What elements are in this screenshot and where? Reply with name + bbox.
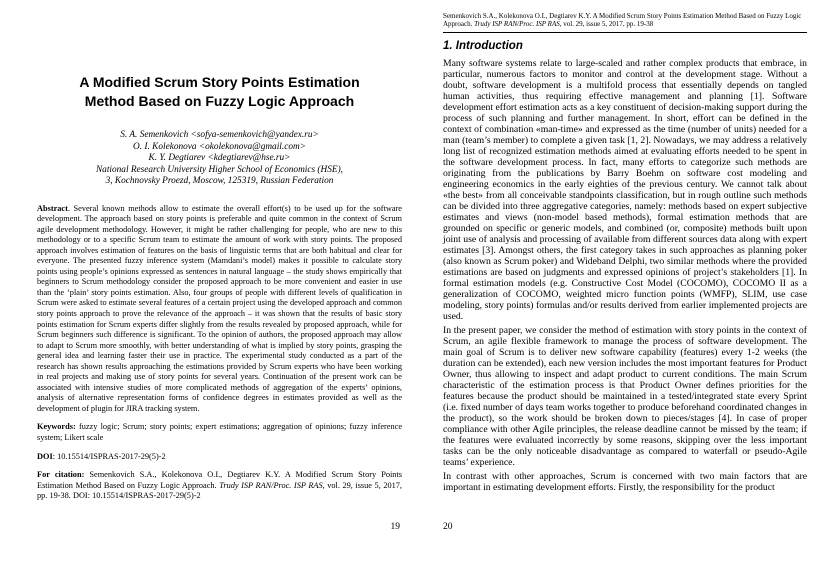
citation-paragraph: [37, 470, 402, 502]
paper-title: [37, 73, 402, 110]
doi-text: : 10.15514/ISPRAS-2017-29(5)-2: [52, 451, 166, 461]
abstract-label: Abstract: [37, 203, 68, 213]
doi-label: DOI: [37, 451, 53, 461]
citation-text-1: Semenkovich S.A., Kolekonova O.I., Degtiarev K.Y. A Modified Scrum Story Points Estimation Method Based on Fuzzy Logic Approach.: [37, 470, 402, 490]
page-right: [443, 0, 807, 580]
citation-text-2: , vol. 29, issue 5, 2017, pp. 19-38. DOI: 10.15514/ISPRAS-2017-29(5)-2: [37, 480, 402, 501]
keywords-paragraph: [37, 422, 402, 443]
abstract-paragraph: [37, 204, 402, 415]
citation-label: For citation:: [37, 470, 85, 480]
doi-paragraph: [37, 452, 402, 463]
paper-title-line2: Method Based on Fuzzy Logic Approach: [84, 92, 355, 109]
page-number-right: 20: [443, 522, 453, 532]
running-header-text-1: Semenkovich S.A., Kolekonova O.I., Degtiarev K.Y. A Modified Scrum Story Points Estimation Method Based on Fuzzy Logic Approach.: [443, 12, 802, 28]
body-paragraph-3: In contrast with other approaches, Scrum is concerned with two main factors that are important in estimating development efforts. Firstly, the responsibility for the product: [443, 470, 807, 493]
body-paragraph-1: Many software systems relate to large-scaled and rather complex products that embrace, in particular, numerous factors to monitor and control at the development stage. Without a doubt, software development is a multifold process that essentially depends on tangled human activities, thus requiring effective management and planning [1]. Software development effort estimation acts as a key constituent of decision-making support during the process of such planning and further management. In short, effort can be defined in the context of combination «man-time» and expressed as the time (number of units) needed for a man (team’s member) to complete a given task [1, 2]. Nowadays, we may address a relatively long list of recognized estimation methods aimed at evaluating efforts needed to be spent in the software development process. In fact, many efforts to categorize such methods are originating from the publications by Barry Boehm on software cost modeling and engineering economics in the early eighties of the previous century. We cannot talk about «the best» from all conceivable standpoints classification, but in rough outline such methods can be divided into three aggregative categories, namely: methods based on expert subjective estimates and views (non-model based methods), formal estimation methods that are grounded on specific or generic models, and combined (or, composite) methods built upon joint use of analysis and processing of available from different sources data along with expert estimates [3]. Amongst others, the first category takes in such approaches as planning poker (also known as Scrum poker) and Wideband Delphi, two similar methods where the provided estimations are based on judgments and expressed opinions of project’s stakeholders [1]. In formal estimation models (e.g. Constructive Cost Model (COCOMO), COCOMO II as a generalization of COCOMO, weighted micro function points (WMFP), SLIM, use case modeling, story points) formulas and/or results derived from earlier implemented projects are used.: [443, 57, 807, 322]
page-left: [37, 0, 402, 580]
authors-block: [37, 130, 402, 188]
keywords-label: Keywords:: [37, 422, 76, 432]
keywords-text: fuzzy logic; Scrum; story points; expert estimations; aggregation of opinions; fuzzy inference system; Likert scale: [37, 422, 402, 442]
paper-title-line1: A Modified Scrum Story Points Estimation: [79, 74, 360, 90]
author-line-3: K. Y. Degtiarev <kdegtiarev@hse.ru>: [148, 153, 291, 163]
page-number-left: 19: [390, 522, 400, 532]
author-line-1: S. A. Semenkovich <sofya-semenkovich@yandex.ru>: [120, 130, 319, 140]
abstract-text: . Several known methods allow to estimate the overall effort(s) to be used up for the software development. The approach based on story points is preferable and quite common in the context of Scrum agile development methodology. However, it might be rather challenging for people, who are new to this methodology or to a specific Scrum team to estimate the amount of work with story points. The proposed approach involves estimation of features on the basis of linguistic terms that are both habitual and clear for everyone. The presented fuzzy inference system (Mamdani’s model) makes it possible to calculate story points using people’s opinions expressed as sentences in natural language – the study shows empirically that beginners to Scrum methodology consider the proposed approach to be more convenient and easier in use than the ‘plain’ story points estimation. Also, four groups of people with different levels of qualification in Scrum were asked to estimate several features of a certain project using the developed approach and common story points approach to prove the relevance of the approach – it was shown that the results of basic story points estimation for Scrum experts differ slightly from the results revealed by proposed approach, while for Scrum beginners such difference is significant. To the opinion of authors, the proposed approach may allow to adapt to Scrum more smoothly, with better understanding of what is implied by story points, grasping the general idea and learning faster their use in practice. The experimental study conducted as a part of the research has shown results approaching the estimations provided by Scrum experts who have been working in real projects and making use of story points for several years. Continuation of the present work can be associated with intensive studies of more complicated methods of aggregation of the experts’ opinions, analysis of alternative representation forms of confidence degrees in estimates provided as well as the development of plugin for JIRA tracking system.: [37, 203, 402, 413]
body-paragraph-2: In the present paper, we consider the method of estimation with story points in the context of Scrum, an agile flexible framework to manage the process of software development. The main goal of Scrum is to deliver new software capability (features) every 1-2 weeks (the duration can be extended), each new version includes the most important features for Product Owner, thus allowing to inspect and adapt product to current conditions. The main Scrum characteristic of the estimation process is that Product Owner defines priorities for the features because the product should be maintained in a tested/integrated state every Sprint (i.e. fixed number of days team works together to produce beforehand coordinated changes in the product), so the work should be broken down to pieces/stages [4]. In case of proper compliance with other Agile principles, the release deadline cannot be missed by the team; if the features were evaluated incorrectly by some reasons, skipping over the less important tasks can be the only noticeable disadvantage as compared to waterfall or pseudo-Agile teams’ experience.: [443, 324, 807, 468]
running-header: [443, 13, 807, 33]
affiliation-line-1: National Research University Higher School of Economics (HSE),: [95, 164, 343, 175]
running-header-journal-name: Trudy ISP RAN/Proc. ISP RAS: [474, 19, 560, 28]
author-line-2: O. I. Kolekonova <okolekonova@gmail.com>: [133, 141, 306, 152]
affiliation-line-2: 3, Kochnovsky Proezd, Moscow, 125319, Russian Federation: [105, 176, 334, 186]
citation-journal-name: Trudy ISP RAN/Proc. ISP RAS: [219, 480, 323, 490]
section-heading-introduction: 1. Introduction: [443, 39, 523, 52]
running-header-text-2: , vol. 29, issue 5, 2017, pp. 19-38: [559, 19, 654, 28]
